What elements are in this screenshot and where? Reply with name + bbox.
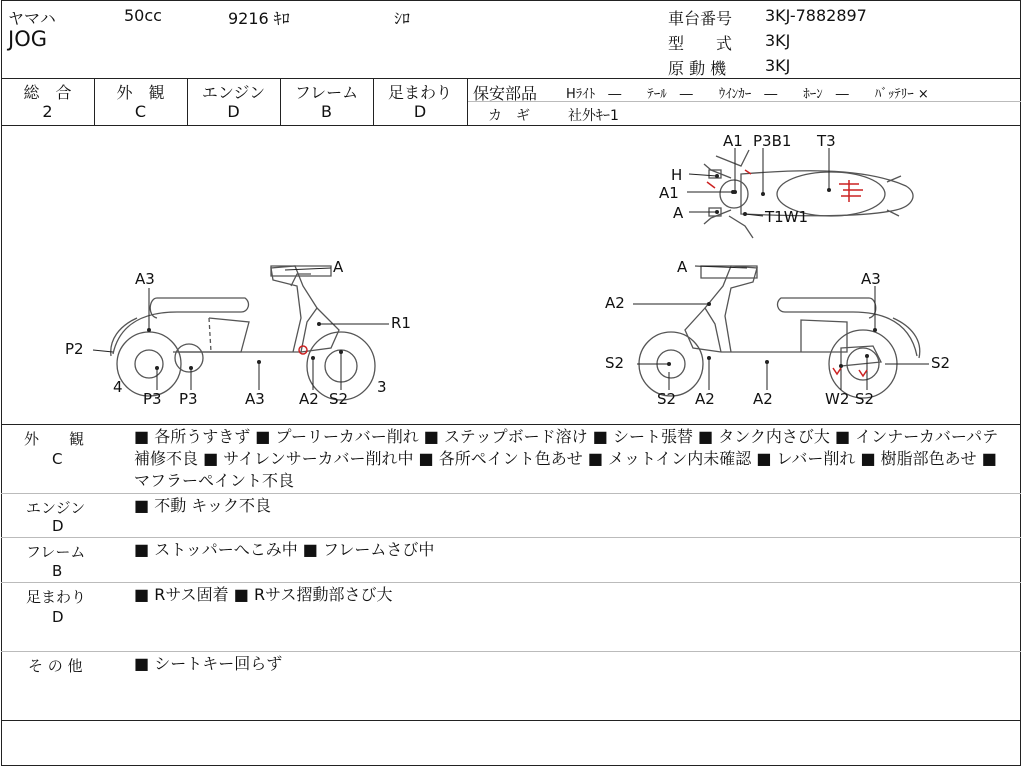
diagram-label: P3 [143,390,162,408]
diagram-label: S2 [605,354,625,372]
diagram-label: P3B1 [753,132,792,150]
remark-text: ■ ストッパーへこみ中 ■ フレームさび中 [134,540,435,559]
mileage: 9216 ｷﾛ [228,9,290,28]
diagram-label: A2 [605,294,625,312]
grade-label: 総 合 [23,83,72,102]
diagram-label: S2 [329,390,349,408]
remark-text: ■ 不動 キック不良 [134,496,271,515]
frame-no: 3KJ-7882897 [765,6,867,25]
diagram-label: 4 [113,378,123,396]
diagram-label: H [671,166,683,184]
diagram-label: S2 [855,390,875,408]
diagram-label: A3 [245,390,265,408]
displacement: 50cc [124,6,162,25]
diagram-label: A [333,258,344,276]
remark-grade: D [52,608,64,626]
diagram-label: W2 [825,390,850,408]
diagram-label: T3 [817,132,836,150]
type-value: 3KJ [765,31,791,50]
diagram-label: A [677,258,688,276]
diagram-label: A2 [695,390,715,408]
safety-label: 保安部品 [473,84,538,103]
remark-text: ■ Rサス固着 ■ Rサス摺動部さび大 [134,585,393,604]
diagram-label: A1 [659,184,679,202]
damage-diagram [1,126,1021,424]
remark-label: エンジン [26,499,86,517]
grade-value: D [227,102,240,121]
remark-label: フレーム [26,543,86,561]
engine-label: 原 動 機 [668,59,727,78]
grade-label: エンジン [201,83,266,102]
diagram-label: P2 [65,340,84,358]
diagram-label: S2 [657,390,677,408]
type-label: 型 式 [668,34,733,53]
diagram-label: A1 [723,132,743,150]
grade-value: 2 [42,102,53,121]
diagram-label: A2 [753,390,773,408]
engine-value: 3KJ [765,56,791,75]
key-value: 社外ｷｰ1 [568,108,619,124]
remark-text: ■ 各所うすきず ■ プーリーカバー削れ ■ ステップボード溶け ■ シート張替 ■ タンク内さび大 ■ インナーカバーパテ補修不良 ■ サイレンサーカバー削れ中 ■ 各所ペイント色あせ ■ メットイン内未確認 ■ レバー削れ ■ 樹脂部色あせ ■ マフラーペイント不良 [134,427,999,490]
model-name: JOG [8,27,47,51]
frame-no-label: 車台番号 [668,9,733,28]
remark-grade: C [52,450,63,468]
diagram-label: A3 [861,270,881,288]
remark-label: 外 観 [24,430,85,448]
diagram-label: T1W1 [765,208,809,226]
diagram-label: A2 [299,390,319,408]
diagram-label: 3 [377,378,387,396]
grade-label: 外 観 [116,83,165,102]
grade-value: B [321,102,332,121]
damage-marks [299,170,867,376]
key-label: カ ギ [488,108,530,124]
grade-value: C [134,102,147,121]
diagram-label: P3 [179,390,198,408]
remark-grade: B [52,562,63,580]
remark-text: ■ シートキー回らず [134,654,283,673]
diagram-label: S2 [931,354,951,372]
maker: ヤマハ [8,9,56,28]
diagram-label: R1 [391,314,411,332]
safety-items: Hﾗｲﾄ ― ﾃｰﾙ ― ｳｲﾝｶｰ ― ﾎｰﾝ ― ﾊﾞｯﾃﾘｰ × [566,87,929,102]
remark-label: 足まわり [26,588,87,606]
grade-label: 足まわり [387,83,452,102]
grade-value: D [413,102,427,121]
grade-label: フレーム [294,83,359,102]
remark-grade: D [52,517,64,535]
color: ｼﾛ [394,9,411,28]
diagram-label: A [673,204,684,222]
diagram-label: A3 [135,270,155,288]
remark-label: そ の 他 [28,657,83,675]
